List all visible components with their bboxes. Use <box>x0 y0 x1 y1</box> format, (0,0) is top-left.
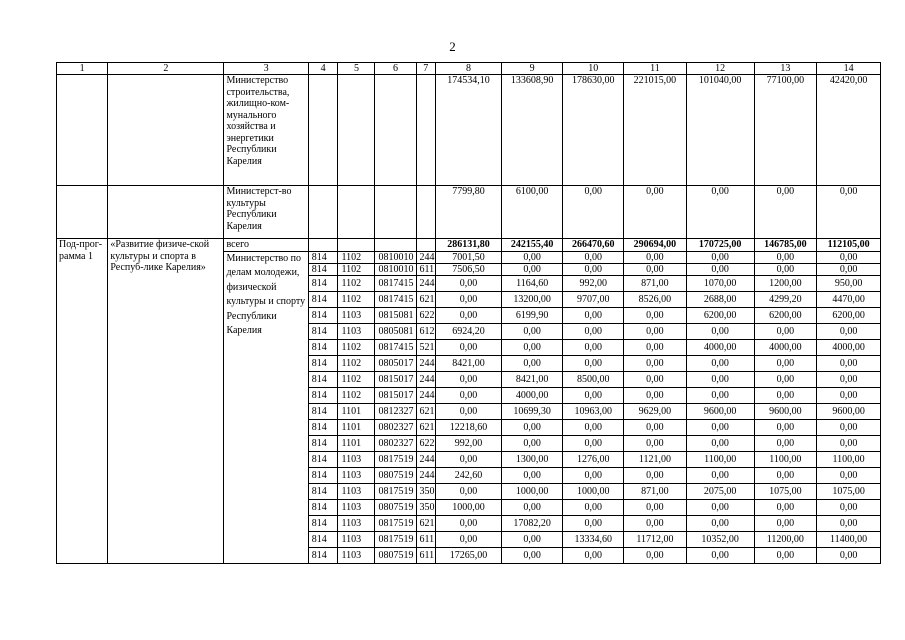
value-cell: 0,00 <box>501 531 563 547</box>
code-target-article: 0817415 <box>375 275 416 291</box>
total-value: 290694,00 <box>624 239 687 252</box>
value-cell: 42420,00 <box>817 75 881 186</box>
code-target-article: 0807519 <box>375 547 416 563</box>
value-cell: 9629,00 <box>624 403 687 419</box>
code-expense-type: 621 <box>416 515 436 531</box>
code-target-article: 0817415 <box>375 291 416 307</box>
column-header: 7 <box>416 63 436 75</box>
code-kbk-ministry: 814 <box>308 387 338 403</box>
value-cell: 0,00 <box>501 251 563 263</box>
code-kbk-ministry: 814 <box>308 339 338 355</box>
cell-empty <box>416 186 436 239</box>
code-section: 1103 <box>338 483 375 499</box>
code-section: 1101 <box>338 403 375 419</box>
value-cell: 0,00 <box>624 355 687 371</box>
code-expense-type: 611 <box>416 547 436 563</box>
code-target-article: 0817519 <box>375 451 416 467</box>
value-cell: 0,00 <box>436 483 502 499</box>
value-cell: 0,00 <box>817 547 881 563</box>
code-target-article: 0817519 <box>375 515 416 531</box>
code-kbk-ministry: 814 <box>308 483 338 499</box>
code-target-article: 0815017 <box>375 371 416 387</box>
total-value: 146785,00 <box>754 239 817 252</box>
value-cell: 0,00 <box>436 291 502 307</box>
value-cell: 1000,00 <box>501 483 563 499</box>
code-target-article: 0810010 <box>375 251 416 263</box>
code-expense-type: 244 <box>416 387 436 403</box>
column-header: 11 <box>624 63 687 75</box>
value-cell: 174534,10 <box>436 75 502 186</box>
code-expense-type: 244 <box>416 451 436 467</box>
code-section: 1103 <box>338 547 375 563</box>
value-cell: 0,00 <box>624 515 687 531</box>
value-cell: 6924,20 <box>436 323 502 339</box>
column-header: 10 <box>563 63 624 75</box>
code-expense-type: 521 <box>416 339 436 355</box>
code-kbk-ministry: 814 <box>308 531 338 547</box>
value-cell: 9600,00 <box>817 403 881 419</box>
value-cell: 0,00 <box>436 451 502 467</box>
value-cell: 6200,00 <box>817 307 881 323</box>
column-header: 13 <box>754 63 817 75</box>
value-cell: 9707,00 <box>563 291 624 307</box>
value-cell: 0,00 <box>624 186 687 239</box>
value-cell: 0,00 <box>501 499 563 515</box>
value-cell: 0,00 <box>754 435 817 451</box>
code-expense-type: 622 <box>416 435 436 451</box>
value-cell: 0,00 <box>436 307 502 323</box>
value-cell: 0,00 <box>436 275 502 291</box>
value-cell: 0,00 <box>817 371 881 387</box>
value-cell: 11712,00 <box>624 531 687 547</box>
value-cell: 0,00 <box>754 499 817 515</box>
code-expense-type: 350 <box>416 499 436 515</box>
value-cell: 0,00 <box>686 547 754 563</box>
page-number: 2 <box>449 39 456 54</box>
value-cell: 0,00 <box>686 435 754 451</box>
value-cell: 1000,00 <box>436 499 502 515</box>
value-cell: 17265,00 <box>436 547 502 563</box>
code-target-article: 0815081 <box>375 307 416 323</box>
value-cell: 0,00 <box>754 323 817 339</box>
code-expense-type: 621 <box>416 403 436 419</box>
value-cell: 7001,50 <box>436 251 502 263</box>
value-cell: 1100,00 <box>686 451 754 467</box>
value-cell: 1100,00 <box>817 451 881 467</box>
cell-empty <box>108 186 224 239</box>
value-cell: 7799,80 <box>436 186 502 239</box>
value-cell: 0,00 <box>563 387 624 403</box>
code-section: 1102 <box>338 371 375 387</box>
code-section: 1103 <box>338 499 375 515</box>
column-header: 8 <box>436 63 502 75</box>
code-section: 1103 <box>338 467 375 483</box>
value-cell: 0,00 <box>624 263 687 275</box>
value-cell: 1200,00 <box>754 275 817 291</box>
code-section: 1102 <box>338 263 375 275</box>
value-cell: 4000,00 <box>817 339 881 355</box>
value-cell: 0,00 <box>624 387 687 403</box>
value-cell: 17082,20 <box>501 515 563 531</box>
code-section: 1101 <box>338 435 375 451</box>
value-cell: 9600,00 <box>754 403 817 419</box>
code-kbk-ministry: 814 <box>308 371 338 387</box>
code-section: 1102 <box>338 339 375 355</box>
value-cell: 0,00 <box>686 515 754 531</box>
value-cell: 0,00 <box>817 251 881 263</box>
code-section: 1101 <box>338 419 375 435</box>
value-cell: 0,00 <box>563 515 624 531</box>
column-header: 9 <box>501 63 563 75</box>
value-cell: 0,00 <box>624 371 687 387</box>
subprogram-title: «Развитие физиче-ской культуры и спорта в Респуб-лике Карелия» <box>108 239 224 564</box>
value-cell: 0,00 <box>686 467 754 483</box>
value-cell: 101040,00 <box>686 75 754 186</box>
value-cell: 0,00 <box>686 355 754 371</box>
value-cell: 8500,00 <box>563 371 624 387</box>
ministry-name: Министерство строительства, жилищно-ком-мунального хозяйства и энергетики Республики Карелия <box>224 75 308 186</box>
value-cell: 0,00 <box>436 515 502 531</box>
value-cell: 1300,00 <box>501 451 563 467</box>
code-kbk-ministry: 814 <box>308 451 338 467</box>
code-target-article: 0805081 <box>375 323 416 339</box>
value-cell: 0,00 <box>624 419 687 435</box>
code-target-article: 0805017 <box>375 355 416 371</box>
value-cell: 0,00 <box>436 531 502 547</box>
cell-empty <box>338 186 375 239</box>
value-cell: 1075,00 <box>754 483 817 499</box>
value-cell: 0,00 <box>563 419 624 435</box>
value-cell: 0,00 <box>436 371 502 387</box>
code-target-article: 0807519 <box>375 467 416 483</box>
cell-empty <box>338 239 375 252</box>
value-cell: 0,00 <box>563 435 624 451</box>
value-cell: 1070,00 <box>686 275 754 291</box>
code-section: 1102 <box>338 275 375 291</box>
value-cell: 11400,00 <box>817 531 881 547</box>
value-cell: 8421,00 <box>501 371 563 387</box>
code-expense-type: 244 <box>416 251 436 263</box>
code-kbk-ministry: 814 <box>308 275 338 291</box>
value-cell: 1075,00 <box>817 483 881 499</box>
code-kbk-ministry: 814 <box>308 419 338 435</box>
code-expense-type: 611 <box>416 263 436 275</box>
code-kbk-ministry: 814 <box>308 291 338 307</box>
column-header: 4 <box>308 63 338 75</box>
code-expense-type: 612 <box>416 323 436 339</box>
value-cell: 0,00 <box>501 467 563 483</box>
value-cell: 6199,90 <box>501 307 563 323</box>
column-header-row <box>57 63 881 75</box>
value-cell: 1164,60 <box>501 275 563 291</box>
value-cell: 0,00 <box>817 323 881 339</box>
value-cell: 0,00 <box>754 355 817 371</box>
column-header: 3 <box>224 63 308 75</box>
value-cell: 0,00 <box>754 419 817 435</box>
code-kbk-ministry: 814 <box>308 263 338 275</box>
value-cell: 4000,00 <box>754 339 817 355</box>
code-section: 1103 <box>338 451 375 467</box>
code-expense-type: 244 <box>416 355 436 371</box>
subprogram-total-row <box>57 239 881 252</box>
total-value: 242155,40 <box>501 239 563 252</box>
cell-empty <box>375 75 416 186</box>
value-cell: 0,00 <box>754 186 817 239</box>
code-expense-type: 244 <box>416 275 436 291</box>
value-cell: 10963,00 <box>563 403 624 419</box>
value-cell: 0,00 <box>436 403 502 419</box>
value-cell: 0,00 <box>754 387 817 403</box>
value-cell: 0,00 <box>817 387 881 403</box>
value-cell: 992,00 <box>436 435 502 451</box>
code-section: 1103 <box>338 515 375 531</box>
value-cell: 992,00 <box>563 275 624 291</box>
code-target-article: 0817415 <box>375 339 416 355</box>
cell-empty <box>375 186 416 239</box>
value-cell: 0,00 <box>501 339 563 355</box>
code-kbk-ministry: 814 <box>308 547 338 563</box>
code-target-article: 0802327 <box>375 419 416 435</box>
value-cell: 0,00 <box>624 307 687 323</box>
value-cell: 0,00 <box>563 339 624 355</box>
cell-empty <box>108 75 224 186</box>
value-cell: 0,00 <box>686 186 754 239</box>
cell-empty <box>416 75 436 186</box>
value-cell: 0,00 <box>817 515 881 531</box>
code-kbk-ministry: 814 <box>308 435 338 451</box>
value-cell: 242,60 <box>436 467 502 483</box>
code-expense-type: 350 <box>416 483 436 499</box>
value-cell: 0,00 <box>624 323 687 339</box>
total-value: 112105,00 <box>817 239 881 252</box>
value-cell: 0,00 <box>754 467 817 483</box>
value-cell: 0,00 <box>817 467 881 483</box>
value-cell: 0,00 <box>624 251 687 263</box>
value-cell: 0,00 <box>754 515 817 531</box>
value-cell: 0,00 <box>563 547 624 563</box>
cell-empty <box>308 75 338 186</box>
value-cell: 0,00 <box>563 323 624 339</box>
code-kbk-ministry: 814 <box>308 355 338 371</box>
column-header: 12 <box>686 63 754 75</box>
cell-empty <box>375 239 416 252</box>
code-target-article: 0812327 <box>375 403 416 419</box>
cell-empty <box>57 75 108 186</box>
value-cell: 0,00 <box>817 186 881 239</box>
value-cell: 1121,00 <box>624 451 687 467</box>
code-expense-type: 244 <box>416 371 436 387</box>
value-cell: 0,00 <box>563 186 624 239</box>
value-cell: 0,00 <box>436 387 502 403</box>
value-cell: 13334,60 <box>563 531 624 547</box>
value-cell: 0,00 <box>686 499 754 515</box>
code-section: 1103 <box>338 531 375 547</box>
code-section: 1102 <box>338 291 375 307</box>
value-cell: 2075,00 <box>686 483 754 499</box>
cell-empty <box>57 186 108 239</box>
value-cell: 0,00 <box>686 419 754 435</box>
value-cell: 950,00 <box>817 275 881 291</box>
ministry-name: Министерство по делам молодежи, физической культуры и спорту Республики Карелия <box>224 251 308 563</box>
value-cell: 0,00 <box>686 263 754 275</box>
code-expense-type: 621 <box>416 419 436 435</box>
column-header: 14 <box>817 63 881 75</box>
value-cell: 0,00 <box>624 435 687 451</box>
value-cell: 0,00 <box>501 419 563 435</box>
code-kbk-ministry: 814 <box>308 467 338 483</box>
value-cell: 12218,60 <box>436 419 502 435</box>
value-cell: 0,00 <box>686 387 754 403</box>
value-cell: 9600,00 <box>686 403 754 419</box>
value-cell: 0,00 <box>624 467 687 483</box>
code-section: 1102 <box>338 251 375 263</box>
value-cell: 0,00 <box>501 263 563 275</box>
code-kbk-ministry: 814 <box>308 307 338 323</box>
value-cell: 871,00 <box>624 483 687 499</box>
code-target-article: 0815017 <box>375 387 416 403</box>
table-body <box>57 63 881 564</box>
value-cell: 4000,00 <box>686 339 754 355</box>
subprogram-label: Под-прог-рамма 1 <box>57 239 108 564</box>
ministry-row <box>57 75 881 186</box>
value-cell: 10352,00 <box>686 531 754 547</box>
value-cell: 0,00 <box>501 355 563 371</box>
value-cell: 0,00 <box>686 251 754 263</box>
value-cell: 0,00 <box>624 339 687 355</box>
value-cell: 7506,50 <box>436 263 502 275</box>
value-cell: 8526,00 <box>624 291 687 307</box>
budget-table <box>56 62 881 564</box>
value-cell: 4000,00 <box>501 387 563 403</box>
value-cell: 0,00 <box>563 467 624 483</box>
value-cell: 0,00 <box>436 339 502 355</box>
value-cell: 221015,00 <box>624 75 687 186</box>
code-target-article: 0817519 <box>375 483 416 499</box>
value-cell: 0,00 <box>624 547 687 563</box>
code-kbk-ministry: 814 <box>308 403 338 419</box>
cell-empty <box>308 186 338 239</box>
value-cell: 11200,00 <box>754 531 817 547</box>
value-cell: 0,00 <box>817 435 881 451</box>
value-cell: 4299,20 <box>754 291 817 307</box>
value-cell: 2688,00 <box>686 291 754 307</box>
code-kbk-ministry: 814 <box>308 515 338 531</box>
code-section: 1102 <box>338 387 375 403</box>
value-cell: 871,00 <box>624 275 687 291</box>
value-cell: 0,00 <box>754 547 817 563</box>
value-cell: 13200,00 <box>501 291 563 307</box>
code-target-article: 0802327 <box>375 435 416 451</box>
column-header: 6 <box>375 63 416 75</box>
value-cell: 0,00 <box>817 263 881 275</box>
total-value: 266470,60 <box>563 239 624 252</box>
total-label: всего <box>224 239 308 252</box>
value-cell: 0,00 <box>754 371 817 387</box>
value-cell: 10699,30 <box>501 403 563 419</box>
value-cell: 0,00 <box>501 435 563 451</box>
value-cell: 0,00 <box>686 323 754 339</box>
code-target-article: 0817519 <box>375 531 416 547</box>
value-cell: 0,00 <box>563 251 624 263</box>
code-expense-type: 244 <box>416 467 436 483</box>
cell-empty <box>416 239 436 252</box>
value-cell: 1100,00 <box>754 451 817 467</box>
code-section: 1102 <box>338 355 375 371</box>
code-kbk-ministry: 814 <box>308 499 338 515</box>
column-header: 1 <box>57 63 108 75</box>
value-cell: 0,00 <box>754 251 817 263</box>
value-cell: 77100,00 <box>754 75 817 186</box>
cell-empty <box>308 239 338 252</box>
code-target-article: 0807519 <box>375 499 416 515</box>
value-cell: 178630,00 <box>563 75 624 186</box>
code-section: 1103 <box>338 307 375 323</box>
code-expense-type: 622 <box>416 307 436 323</box>
value-cell: 0,00 <box>563 263 624 275</box>
total-value: 286131,80 <box>436 239 502 252</box>
value-cell: 6200,00 <box>754 307 817 323</box>
code-kbk-ministry: 814 <box>308 323 338 339</box>
value-cell: 1276,00 <box>563 451 624 467</box>
code-expense-type: 621 <box>416 291 436 307</box>
value-cell: 6100,00 <box>501 186 563 239</box>
value-cell: 0,00 <box>501 547 563 563</box>
cell-empty <box>338 75 375 186</box>
value-cell: 0,00 <box>563 499 624 515</box>
value-cell: 0,00 <box>501 323 563 339</box>
value-cell: 0,00 <box>686 371 754 387</box>
value-cell: 8421,00 <box>436 355 502 371</box>
total-value: 170725,00 <box>686 239 754 252</box>
code-section: 1103 <box>338 323 375 339</box>
value-cell: 0,00 <box>563 355 624 371</box>
value-cell: 0,00 <box>754 263 817 275</box>
value-cell: 133608,90 <box>501 75 563 186</box>
code-target-article: 0810010 <box>375 263 416 275</box>
ministry-row <box>57 186 881 239</box>
value-cell: 0,00 <box>817 355 881 371</box>
value-cell: 0,00 <box>563 307 624 323</box>
column-header: 2 <box>108 63 224 75</box>
value-cell: 1000,00 <box>563 483 624 499</box>
code-expense-type: 611 <box>416 531 436 547</box>
value-cell: 0,00 <box>817 499 881 515</box>
value-cell: 0,00 <box>817 419 881 435</box>
ministry-name: Министерст-во культуры Республики Карелия <box>224 186 308 239</box>
column-header: 5 <box>338 63 375 75</box>
value-cell: 4470,00 <box>817 291 881 307</box>
code-kbk-ministry: 814 <box>308 251 338 263</box>
value-cell: 0,00 <box>624 499 687 515</box>
value-cell: 6200,00 <box>686 307 754 323</box>
